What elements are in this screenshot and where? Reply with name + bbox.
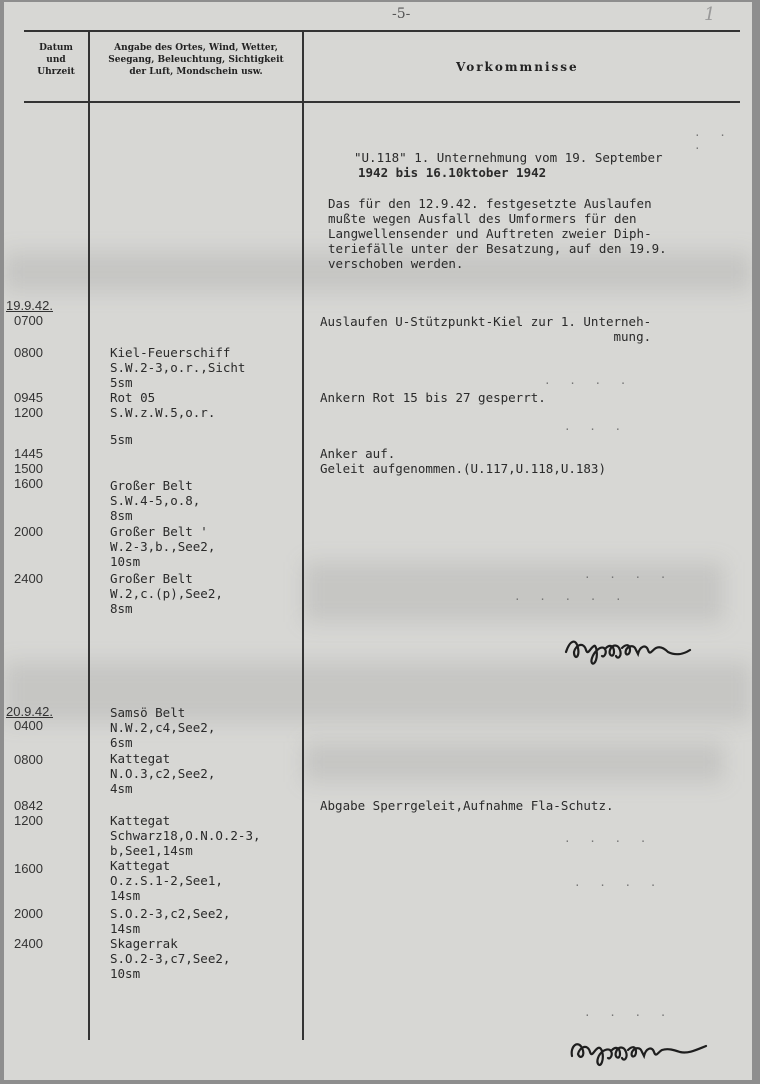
entry-time: 0800	[14, 752, 43, 767]
entry-location: Kattegat	[110, 858, 171, 873]
corner-mark: 1	[704, 4, 716, 25]
entry-location: b,See1,14sm	[110, 843, 193, 858]
entry-location: S.W.z.W.5,o.r.	[110, 405, 216, 420]
header-datum: Datum und Uhrzeit	[37, 43, 75, 77]
intro-line: Das für den 12.9.42. festgesetzte Auslaufen	[328, 196, 652, 211]
entry-location: O.z.S.1-2,See1,	[110, 873, 223, 888]
stray-marks: . . . .	[584, 568, 673, 581]
stray-marks: . . .	[694, 126, 732, 152]
entry-location: S.O.2-3,c2,See2,	[110, 906, 231, 921]
date-label: 19.9.42.	[6, 298, 53, 313]
entry-event: Abgabe Sperrgeleit,Aufnahme Fla-Schutz.	[320, 798, 614, 813]
intro-line: verschoben werden.	[328, 256, 464, 271]
entry-time: 1600	[14, 861, 43, 876]
stray-marks: . . . .	[564, 832, 653, 845]
entry-location: Kiel-Feuerschiff	[110, 345, 231, 360]
entry-time: 1600	[14, 476, 43, 491]
entry-location: S.W.4-5,o.8,	[110, 493, 201, 508]
stray-marks: . . . .	[584, 1006, 673, 1019]
stray-marks: . . .	[564, 420, 628, 433]
entry-location: 8sm	[110, 601, 133, 616]
entry-location: Großer Belt '	[110, 524, 208, 539]
entry-location: 10sm	[110, 966, 141, 981]
entry-time: 2000	[14, 524, 43, 539]
page-number: -5-	[392, 6, 411, 22]
entry-time: 2400	[14, 936, 43, 951]
entry-location: Großer Belt	[110, 478, 193, 493]
entry-location: 14sm	[110, 921, 141, 936]
entry-location: S.W.2-3,o.r.,Sicht	[110, 360, 246, 375]
voyage-title-line2: 1942 bis 16.10ktober 1942	[358, 165, 547, 180]
entry-location: 6sm	[110, 735, 133, 750]
entry-time: 0842	[14, 798, 43, 813]
stray-marks: . . . . .	[514, 590, 628, 603]
entry-time: 2000	[14, 906, 43, 921]
entry-event: Ankern Rot 15 bis 27 gesperrt.	[320, 390, 546, 405]
entry-time: 0945	[14, 390, 43, 405]
intro-line: teriefälle unter der Besatzung, auf den 19.9.	[328, 241, 667, 256]
entry-time: 0700	[14, 313, 43, 328]
entry-location: 10sm	[110, 554, 141, 569]
entry-location: Kattegat	[110, 751, 171, 766]
stray-marks: . . . .	[574, 876, 663, 889]
entry-time: 1445	[14, 446, 43, 461]
signature-image	[564, 1028, 714, 1070]
column-divider-2	[302, 30, 304, 1040]
header-bottom-border	[24, 101, 740, 103]
entry-location: S.O.2-3,c7,See2,	[110, 951, 231, 966]
voyage-title-line1: "U.118" 1. Unternehmung vom 19. September	[354, 150, 663, 165]
entry-location: 4sm	[110, 781, 133, 796]
entry-event: mung.	[320, 329, 652, 344]
signature-image	[560, 626, 700, 672]
entry-time: 1200	[14, 813, 43, 828]
stray-marks: . . . .	[544, 374, 633, 387]
entry-location: 8sm	[110, 508, 133, 523]
entry-event: Geleit aufgenommen.(U.117,U.118,U.183)	[320, 461, 606, 476]
entry-time: 1200	[14, 405, 43, 420]
entry-location: 14sm	[110, 888, 141, 903]
entry-location: W.2,c.(p),See2,	[110, 586, 223, 601]
date-label: 20.9.42.	[6, 704, 53, 719]
entry-event: Anker auf.	[320, 446, 396, 461]
entry-location: 5sm	[110, 432, 133, 447]
entry-time: 0400	[14, 718, 43, 733]
entry-location: W.2-3,b.,See2,	[110, 539, 216, 554]
column-divider-1	[88, 30, 90, 1040]
entry-location: Rot 05	[110, 390, 156, 405]
intro-line: mußte wegen Ausfall des Umformers für den	[328, 211, 637, 226]
intro-line: Langwellensender und Auftreten zweier Diph-	[328, 226, 652, 241]
entry-time: 0800	[14, 345, 43, 360]
table-top-border	[24, 30, 740, 32]
entry-event: Auslaufen U-Stützpunkt-Kiel zur 1. Unterneh-	[320, 314, 652, 329]
logbook-page	[4, 2, 752, 1080]
header-angabe: Angabe des Ortes, Wind, Wetter, Seegang, Beleuchtung, Sichtigkeit der Luft, Mondschein usw.	[108, 43, 284, 77]
entry-location: Kattegat	[110, 813, 171, 828]
entry-location: 5sm	[110, 375, 133, 390]
entry-time: 2400	[14, 571, 43, 586]
entry-location: Schwarz18,O.N.O.2-3,	[110, 828, 261, 843]
header-vorkommnisse: Vorkommnisse	[456, 60, 579, 74]
entry-location: Samsö Belt	[110, 705, 186, 720]
entry-time: 1500	[14, 461, 43, 476]
entry-location: Großer Belt	[110, 571, 193, 586]
entry-location: Skagerrak	[110, 936, 178, 951]
entry-location: N.O.3,c2,See2,	[110, 766, 216, 781]
entry-location: N.W.2,c4,See2,	[110, 720, 216, 735]
